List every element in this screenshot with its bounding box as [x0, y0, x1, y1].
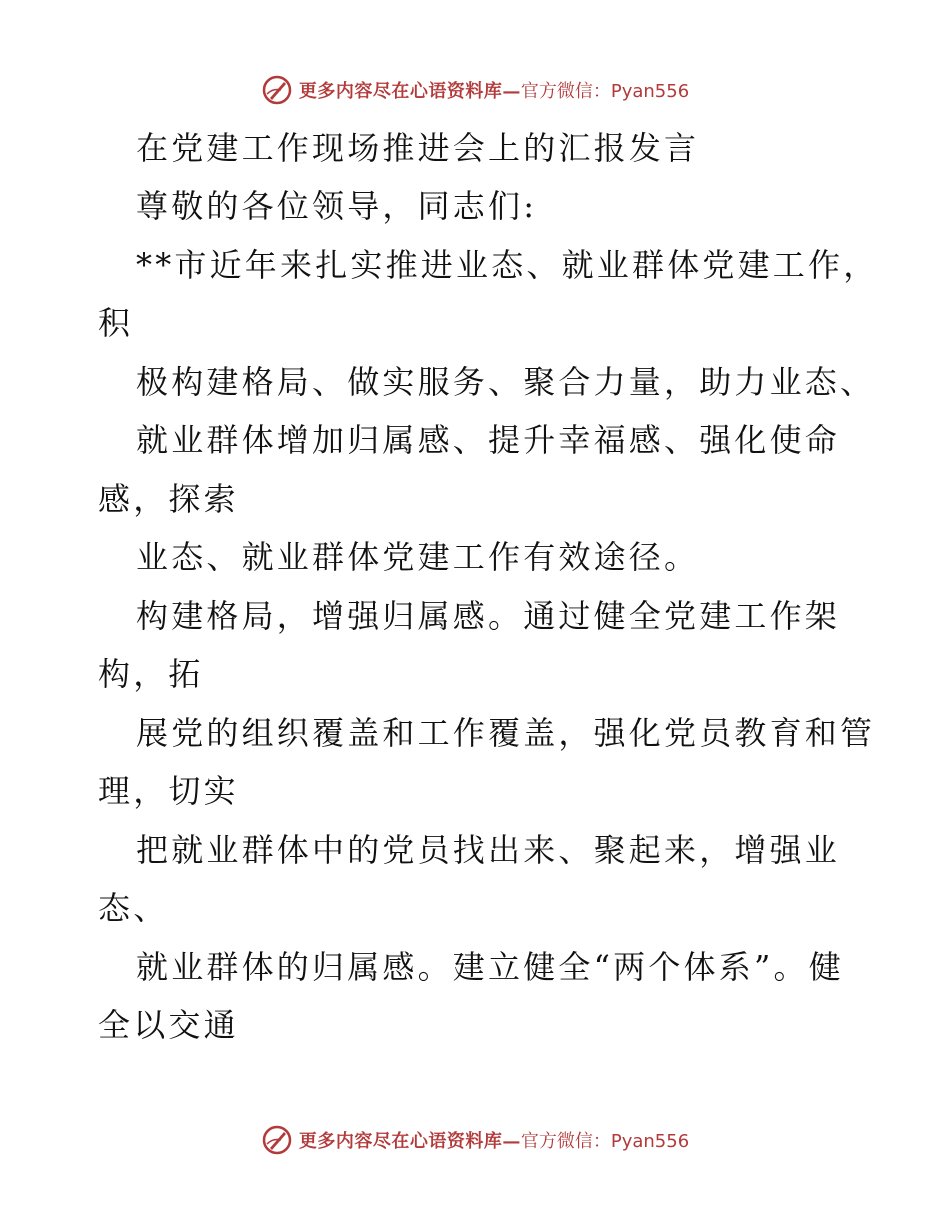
- paragraph-line: 态、: [98, 889, 169, 927]
- header-watermark-wechat: 官方微信：Pyan556: [520, 81, 690, 102]
- paragraph-line: 积: [98, 304, 134, 342]
- paragraph-line: 把就业群体中的党员找出来、聚起来，增强业: [136, 831, 841, 869]
- paragraph-line: 就业群体增加归属感、提升幸福感、强化使命: [136, 421, 841, 459]
- paragraph-line: 构，拓: [98, 655, 204, 693]
- quill-logo-icon: [261, 74, 293, 106]
- paragraph-line: 极构建格局、做实服务、聚合力量，助力业态、: [136, 363, 876, 401]
- paragraph-line: 理，切实: [98, 772, 239, 810]
- paragraph-line: 业态、就业群体党建工作有效途径。: [136, 538, 700, 576]
- document-title: 在党建工作现场推进会上的汇报发言: [136, 129, 700, 167]
- footer-watermark-wechat: 官方微信：Pyan556: [520, 1131, 690, 1152]
- header-watermark-text: 更多内容尽在心语资料库—: [298, 81, 521, 102]
- quill-logo-icon: [261, 1124, 293, 1156]
- footer-watermark-banner: [0, 1120, 950, 1160]
- salutation: 尊敬的各位领导，同志们:: [136, 187, 538, 225]
- paragraph-line: 展党的组织覆盖和工作覆盖，强化党员教育和管: [136, 714, 876, 752]
- paragraph-line: 构建格局，增强归属感。通过健全党建工作架: [136, 597, 841, 635]
- paragraph-line: 就业群体的归属感。建立健全“两个体系”。健: [136, 948, 844, 986]
- header-watermark-banner: [0, 70, 950, 110]
- paragraph-line: **市近年来扎实推进业态、就业群体党建工作，: [136, 246, 879, 284]
- paragraph-line: 全以交通: [98, 1006, 239, 1044]
- footer-watermark-text: 更多内容尽在心语资料库—: [298, 1131, 521, 1152]
- paragraph-line: 感，探索: [98, 480, 239, 518]
